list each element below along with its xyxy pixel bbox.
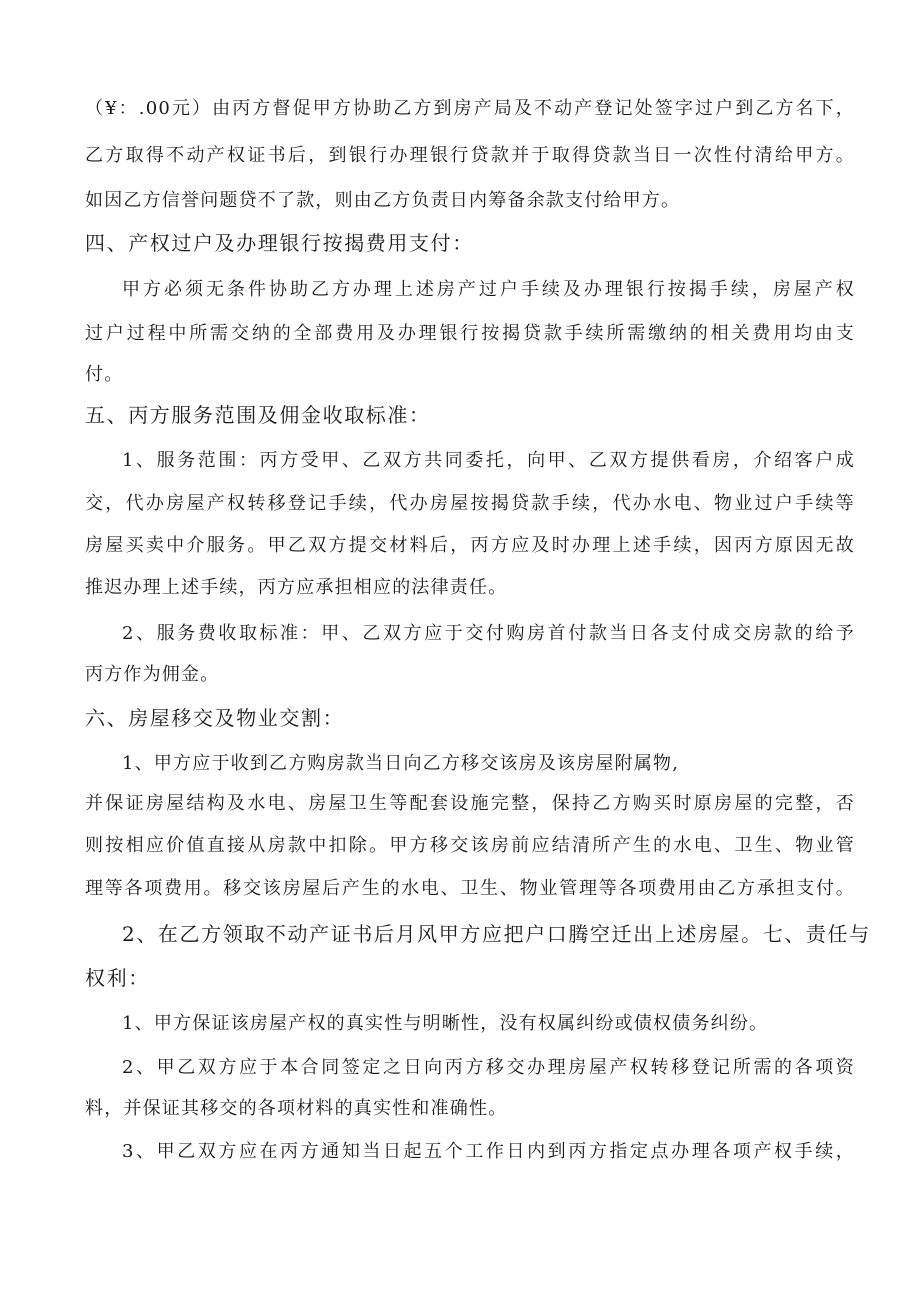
paragraph-line: 并保证房屋结构及水电、房屋卫生等配套设施完整，保持乙方购买时原房屋的完整，否 xyxy=(85,793,855,814)
paragraph-line: 理等各项费用。移交该房屋后产生的水电、卫生、物业管理等各项费用由乙方承担支付。 xyxy=(85,878,855,899)
paragraph-line: 推迟办理上述手续，丙方应承担相应的法律责任。 xyxy=(85,577,508,598)
paragraph-line: 2、在乙方领取不动产证书后月风甲方应把户口腾空迁出上述房屋。七、责任与 xyxy=(122,922,871,946)
section-heading-7: 权利： xyxy=(85,966,150,990)
paragraph-line: 如因乙方信誉问题贷不了款，则由乙方负责日内筹备余款支付给甲方。 xyxy=(85,190,681,211)
paragraph-line: 过户过程中所需交纳的全部费用及办理银行按揭贷款手续所需缴纳的相关费用均由支 xyxy=(85,323,855,344)
paragraph-line: （¥：.00元）由丙方督促甲方协助乙方到房产局及不动产登记处签字过户到乙方名下， xyxy=(85,98,855,119)
paragraph-line: 则按相应价值直接从房款中扣除。甲方移交该房前应结清所产生的水电、卫生、物业管 xyxy=(85,835,855,856)
paragraph-line: 1、服务范围：丙方受甲、乙双方共同委托，向甲、乙双方提供看房，介绍客户成 xyxy=(122,450,855,471)
paragraph-line: 交，代办房屋产权转移登记手续，代办房屋按揭贷款手续，代办水电、物业过户手续等 xyxy=(85,493,855,514)
section-heading-5: 五、丙方服务范围及佣金收取标准： xyxy=(85,403,431,427)
paragraph-line: 房屋买卖中介服务。甲乙双方提交材料后，丙方应及时办理上述手续，因丙方原因无故 xyxy=(85,535,855,556)
paragraph-line: 甲方必须无条件协助乙方办理上述房产过户手续及办理银行按揭手续，房屋产权 xyxy=(122,279,855,300)
paragraph-line: 2、服务费收取标准：甲、乙双方应于交付购房首付款当日各支付成交房款的给予 xyxy=(122,623,855,644)
paragraph-line: 3、甲乙双方应在丙方通知当日起五个工作日内到丙方指定点办理各项产权手续， xyxy=(122,1141,855,1162)
paragraph-line: 丙方作为佣金。 xyxy=(85,664,220,685)
section-heading-4: 四、产权过户及办理银行按揭费用支付： xyxy=(85,231,474,255)
paragraph-line: 付。 xyxy=(85,364,124,385)
paragraph-line: 料，并保证其移交的各项材料的真实性和准确性。 xyxy=(85,1098,508,1119)
section-heading-6: 六、房屋移交及物业交割： xyxy=(85,706,345,730)
paragraph-line: 1、甲方保证该房屋产权的真实性与明晰性，没有权属纠纷或债权债务纠纷。 xyxy=(122,1013,769,1034)
paragraph-line: 乙方取得不动产权证书后，到银行办理银行贷款并于取得贷款当日一次性付清给甲方。 xyxy=(85,145,855,166)
paragraph-line: 2、甲乙双方应于本合同签定之日向丙方移交办理房屋产权转移登记所需的各项资 xyxy=(122,1057,855,1078)
paragraph-line: 1、甲方应于收到乙方购房款当日向乙方移交该房及该房屋附属物, xyxy=(122,753,680,774)
